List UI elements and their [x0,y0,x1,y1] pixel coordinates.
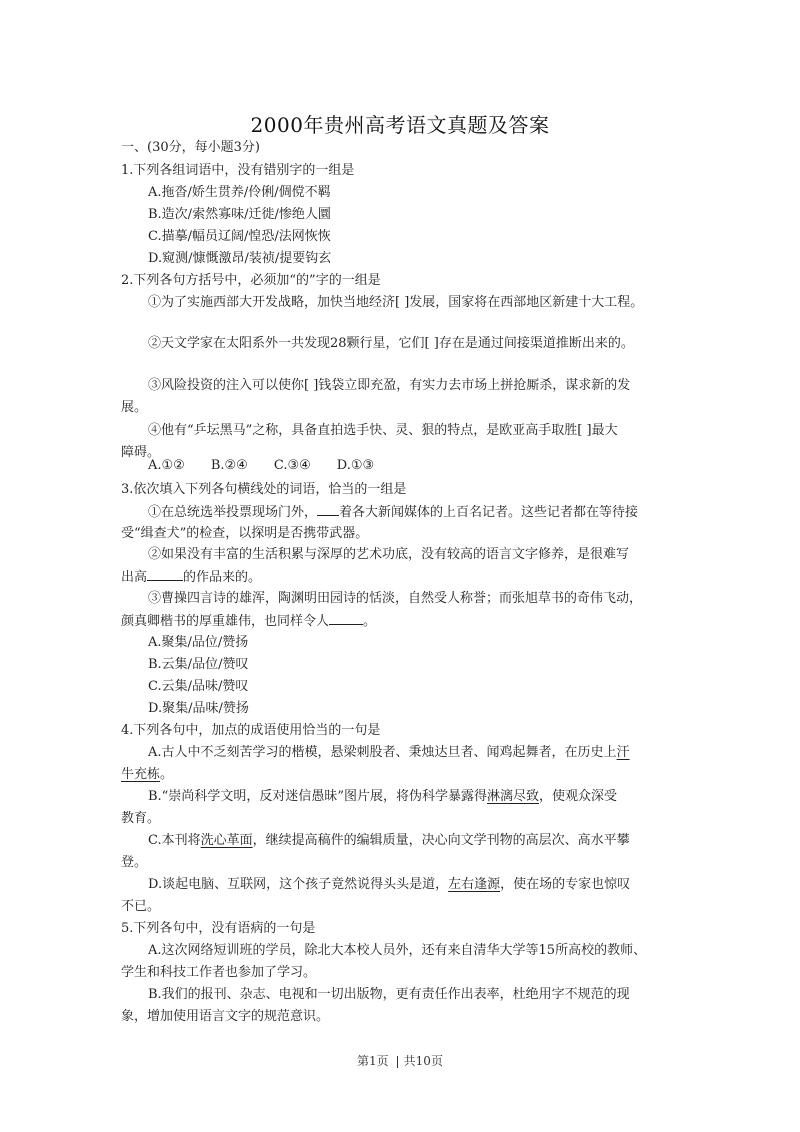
q3-option-d: D.聚集/品味/赞扬 [148,701,249,716]
page-total: 共10页 [403,1054,443,1068]
q3-sentence-2: ②如果没有丰富的生活积累与深厚的艺术功底，没有较高的语言文字修养，是很难写 [148,547,630,562]
fill-blank [147,568,183,581]
q2-options [148,457,400,475]
underlined-idiom: 牛充栋 [121,767,161,782]
q1-option-a: A.拖沓/娇生贯养/伶俐/倜傥不羁 [148,185,331,200]
q4-option-d: D.谈起电脑、互联网，这个孩子竟然说得头头是道，左右逢源，使在场的专家也惊叹 [148,877,631,892]
underlined-idiom: 洗心革面 [200,833,253,848]
fill-blank [317,503,339,516]
underlined-idiom: 淋漓尽致 [486,789,539,804]
question-1-stem: 1.下列各组词语中，没有错别字的一组是 [121,163,355,178]
q3-sentence-1-cont: 受“缉查犬”的检查，以探明是否携带武器。 [121,526,369,541]
q2-sentence-4: ④他有“乒坛黑马”之称，具备直拍选手快、灵、狠的特点，是欧亚高手取胜[ ]最大 [148,423,618,438]
question-3-stem: 3.依次填入下列各句横线处的词语，恰当的一组是 [121,482,407,497]
underlined-idiom: 左右逢源 [448,877,501,892]
q1-option-d: D.窥测/慷慨激昂/装祯/提要钩玄 [148,251,332,266]
page-title: 2000年贵州高考语文真题及答案 [250,113,550,137]
page-footer [0,1052,800,1069]
footer-divider [397,1056,398,1068]
question-2-stem: 2.下列各句方括号中，必须加“的”字的一组是 [121,273,381,288]
fill-blank [329,612,363,625]
q4-option-a-cont: 牛充栋。 [121,767,174,782]
q3-sentence-1: ①在总统选举投票现场门外， 着各大新闻媒体的上百名记者。这些记者都在等待接 [148,505,639,520]
q3-option-c: C.云集/品味/赞叹 [148,679,249,694]
q1-option-b: B.造次/索然寡味/迁徙/惨绝人圜 [148,207,331,222]
q2-option-b: B.②④ [210,458,248,473]
q5-option-a: A.这次网络短训班的学员，除北大本校人员外，还有来自清华大学等15所高校的教师、 [148,943,647,958]
page-number: 第1页 [357,1054,389,1068]
q3-sentence-3: ③曹操四言诗的雄浑，陶渊明田园诗的恬淡，自然受人称誉；而张旭草书的奇伟飞动， [148,591,643,606]
q4-option-b-cont: 教育。 [121,811,161,826]
q3-option-a: A.聚集/品位/赞扬 [148,635,249,650]
q4-option-b: B.“崇尚科学文明，反对迷信愚昧”图片展，将伪科学暴露得淋漓尽致，使观众深受 [148,789,618,804]
question-4-stem: 4.下列各句中，加点的成语使用恰当的一句是 [121,723,381,738]
q2-option-a: A.①② [148,458,185,473]
q4-option-c: C.本刊将洗心革面，继续提高稿件的编辑质量，决心向文学刊物的高层次、高水平攀 [148,833,630,848]
q2-sentence-4-cont: 障碍。 [121,445,161,460]
q5-option-a-cont: 学生和科技工作者也参加了学习。 [121,965,317,980]
q5-option-b: B.我们的报刊、杂志、电视和一切出版物，更有责任作出表率，杜绝用字不规范的现 [148,987,630,1002]
q4-option-c-cont: 登。 [121,855,148,870]
q2-sentence-3: ③风险投资的注入可以使你[ ]钱袋立即充盈，有实力去市场上拼抢厮杀，谋求新的发 [148,378,631,393]
q2-sentence-1: ①为了实施西部大开发战略，加快当地经济[ ]发展，国家将在西部地区新建十大工程。 [148,295,644,310]
q3-sentence-3-cont: 颜真卿楷书的厚重雄伟，也同样令人 。 [121,614,377,629]
q2-sentence-2: ②天文学家在太阳系外一共发现28颗行星，它们[ ]存在是通过间接渠道推断出来的。 [148,336,634,351]
q2-sentence-3-cont: 展。 [121,400,148,415]
q5-option-b-cont: 象，增加使用语言文字的规范意识。 [121,1009,330,1024]
q3-option-b: B.云集/品位/赞叹 [148,657,249,672]
q2-option-c: C.③④ [273,458,311,473]
q1-option-c: C.描摹/幅员辽阔/惶恐/法网恢恢 [148,229,331,244]
q2-option-d: D.①③ [336,458,375,473]
section-heading: 一、(30分，每小题3分) [121,140,260,155]
q3-sentence-2-cont: 出高 的作品来的。 [121,570,262,585]
q4-option-d-cont: 不已。 [121,899,161,914]
q4-option-a: A.古人中不乏刻苦学习的楷模，悬梁刺股者、秉烛达旦者、闻鸡起舞者，在历史上汗 [148,745,630,760]
underlined-idiom: 汗 [616,745,630,760]
question-5-stem: 5.下列各句中，没有语病的一句是 [121,921,316,936]
